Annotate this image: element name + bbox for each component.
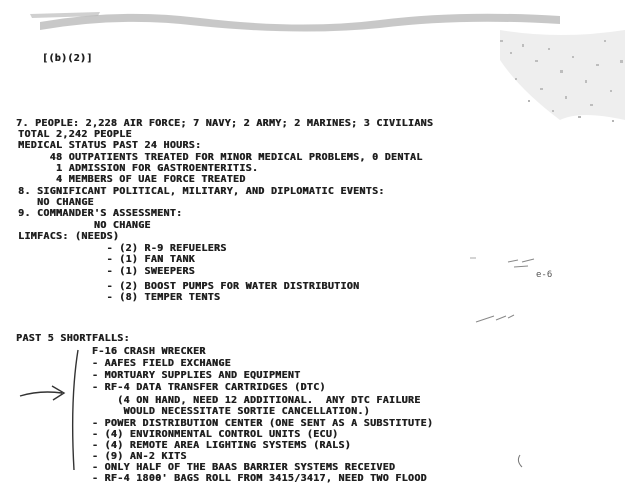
doc-line-18: F-16 CRASH WRECKER — [16, 346, 206, 357]
doc-line-3: MEDICAL STATUS PAST 24 HOURS: — [18, 140, 202, 151]
doc-line-27: - (9) AN-2 KITS — [16, 451, 187, 462]
doc-line-8: NO CHANGE — [18, 197, 94, 208]
doc-line-2: TOTAL 2,242 PEOPLE — [18, 129, 132, 140]
doc-line-15: - (2) BOOST PUMPS FOR WATER DISTRIBUTION — [18, 281, 360, 292]
doc-line-7: 8. SIGNIFICANT POLITICAL, MILITARY, AND DIPLOMATIC EVENTS: — [18, 186, 385, 197]
doc-line-21: - RF-4 DATA TRANSFER CARTRIDGES (DTC) — [16, 382, 326, 393]
doc-line-10: NO CHANGE — [18, 220, 151, 231]
doc-line-25: - (4) ENVIRONMENTAL CONTROL UNITS (ECU) — [16, 429, 339, 440]
doc-line-4: 48 OUTPATIENTS TREATED FOR MINOR MEDICAL PROBLEMS, 0 DENTAL — [18, 152, 423, 163]
doc-line-28: - ONLY HALF OF THE BAAS BARRIER SYSTEMS RECEIVED — [16, 462, 396, 473]
top-scan-smudge — [40, 14, 560, 32]
doc-line-29: - RF-4 1800' BAGS ROLL FROM 3415/3417, NEED TWO FLOOD — [16, 473, 427, 484]
marginal-note: e-6 — [536, 270, 553, 280]
doc-line-6: 4 MEMBERS OF UAE FORCE TREATED — [18, 174, 246, 185]
doc-line-11: LIMFACS: (NEEDS) — [18, 231, 120, 242]
doc-line-24: - POWER DISTRIBUTION CENTER (ONE SENT AS A SUBSTITUTE) — [16, 418, 434, 429]
margin-scribble-1 — [508, 259, 534, 267]
doc-line-20: - MORTUARY SUPPLIES AND EQUIPMENT — [16, 370, 301, 381]
doc-line-1: 7. PEOPLE: 2,228 AIR FORCE; 7 NAVY; 2 ARMY; 2 MARINES; 3 CIVILIANS — [16, 118, 434, 129]
margin-scribble-2 — [476, 315, 514, 322]
doc-line-12: - (2) R-9 REFUELERS — [18, 243, 227, 254]
doc-line-9: 9. COMMANDER'S ASSESSMENT: — [18, 208, 183, 219]
doc-line-26: - (4) REMOTE AREA LIGHTING SYSTEMS (RALS) — [16, 440, 351, 451]
doc-line-23: WOULD NECESSITATE SORTIE CANCELLATION.) — [16, 406, 370, 417]
doc-line-17: PAST 5 SHORTFALLS: — [16, 333, 130, 344]
classification-mark: [(b)(2)] — [42, 53, 93, 64]
doc-line-16: - (8) TEMPER TENTS — [18, 292, 221, 303]
doc-line-13: - (1) FAN TANK — [18, 254, 195, 265]
doc-line-14: - (1) SWEEPERS — [18, 266, 195, 277]
doc-line-22: (4 ON HAND, NEED 12 ADDITIONAL. ANY DTC FAILURE — [16, 395, 421, 406]
doc-line-19: - AAFES FIELD EXCHANGE — [16, 358, 231, 369]
doc-line-5: 1 ADMISSION FOR GASTROENTERITIS. — [18, 163, 259, 174]
